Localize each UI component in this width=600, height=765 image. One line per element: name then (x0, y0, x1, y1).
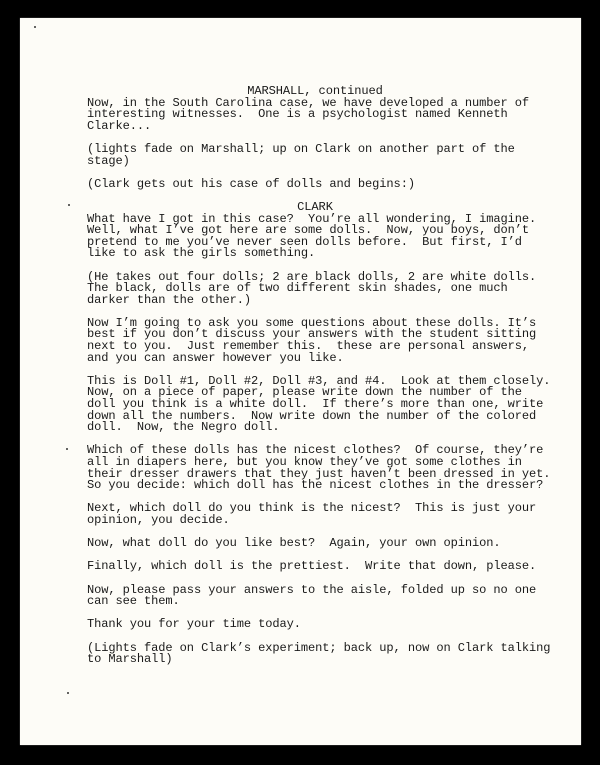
paper-speck (66, 448, 68, 450)
stage-direction: (He takes out four dolls; 2 are black dolls, 2 are white dolls. The black, dolls are of two different skin shades, one much darker than the other.) (87, 269, 537, 307)
paper-speck (34, 26, 36, 28)
paragraph: Now, what doll do you like best? Again, your own opinion. (87, 536, 501, 551)
paragraph: What have I got in this case? You’re all wondering, I imagine. Well, what I’ve got here are some dolls. Now, you boys, don’t pretend to me you’ve never seen dolls before. But first, I’d like to ask the girls something. (87, 211, 537, 261)
stage-direction: (Clark gets out his case of dolls and begins:) (87, 176, 415, 191)
paragraph: This is Doll #1, Doll #2, Doll #3, and #4. Look at them closely. Now, on a piece of paper, please write down the number of the doll you think is a white doll. If there’s more than one, write down all the numbers. Now write down the number of the colored doll. Now, the Negro doll. (87, 373, 551, 435)
speaker-heading-marshall: MARSHALL, continued (247, 84, 383, 98)
paper-speck (68, 204, 70, 206)
script-text (87, 86, 557, 666)
paragraph: Finally, which doll is the prettiest. Write that down, please. (87, 559, 537, 574)
paragraph: Next, which doll do you think is the nicest? This is just your opinion, you decide. (87, 501, 537, 527)
document-page (20, 18, 581, 745)
paragraph: Which of these dolls has the nicest clothes? Of course, they’re all in diapers here, but you know they’ve got some clothes in their dresser drawers that they just haven’t been dressed in yet. So you decide: which doll has the nicest clothes in the dresser? (87, 443, 551, 493)
paragraph: Now I’m going to ask you some questions about these dolls. It’s best if you don’t discuss your answers with the student sitting next to you. Just remember this. these are personal answers, and you can answer however you like. (87, 315, 537, 365)
paper-speck (67, 692, 69, 694)
paragraph: Now, in the South Carolina case, we have developed a number of interesting witnesses. One is a psychologist named Kenneth Clarke... (87, 95, 530, 133)
stage-direction: (lights fade on Marshall; up on Clark on another part of the stage) (87, 141, 515, 168)
paragraph: Thank you for your time today. (87, 617, 301, 632)
paragraph: Now, please pass your answers to the aisle, folded up so no one can see them. (87, 582, 537, 609)
stage-direction: (Lights fade on Clark’s experiment; back up, now on Clark talking to Marshall) (87, 640, 551, 667)
speaker-heading-clark: CLARK (297, 199, 333, 214)
